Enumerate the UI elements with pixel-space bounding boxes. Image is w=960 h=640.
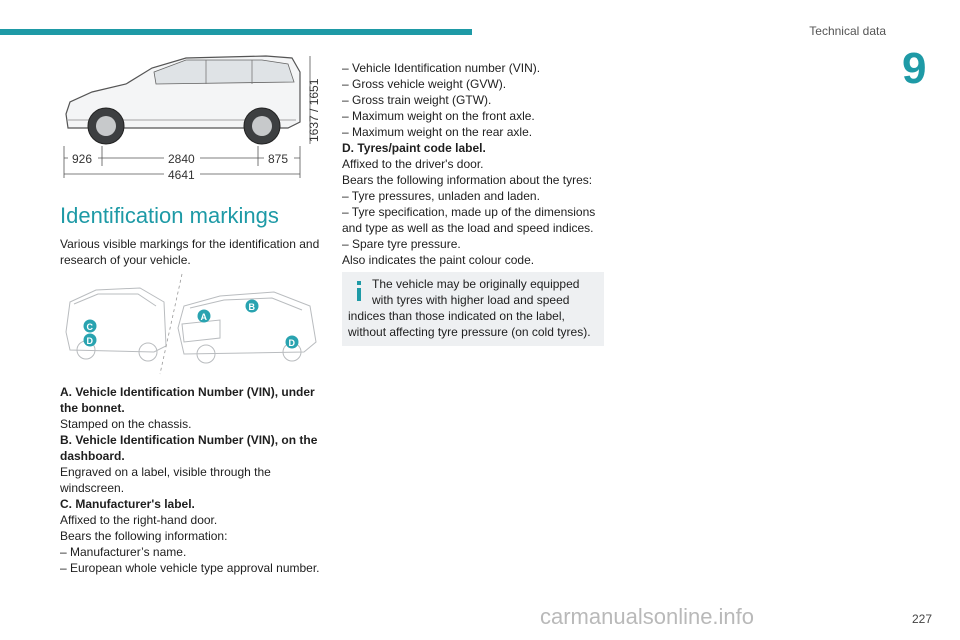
length-dimension: 4641 (168, 168, 195, 182)
rear-overhang-dimension: 875 (268, 152, 289, 166)
front-overhang-dimension: 926 (72, 152, 93, 166)
paragraph: Affixed to the right-hand door. (60, 513, 218, 527)
page-number: 227 (911, 612, 932, 626)
info-icon (352, 280, 366, 302)
svg-text:B: B (248, 302, 255, 312)
paragraph: Affixed to the driver's door. (342, 157, 484, 171)
section-title: Identification markings (60, 203, 279, 228)
vehicle-dimensions-figure (56, 50, 324, 184)
paragraph: Bears the following information about the tyres: (342, 173, 593, 187)
watermark: carmanualsonline.info (540, 604, 755, 629)
identification-markings-figure (60, 272, 320, 376)
paragraph: – Tyre specification, made up of the dimensions and type as well as the load and speed indices. (342, 205, 596, 235)
info-note (342, 272, 604, 346)
paragraph: – Vehicle Identification number (VIN). (342, 61, 541, 75)
car-side-illustration (66, 56, 300, 144)
marker-A (198, 310, 211, 323)
paragraph: – Spare tyre pressure. (342, 237, 461, 251)
paragraph: A. Vehicle Identification Number (VIN), under the bonnet. (60, 385, 315, 415)
paragraph: Bears the following information: (60, 529, 228, 543)
paragraph: D. Tyres/paint code label. (342, 141, 486, 155)
paragraph: – Maximum weight on the rear axle. (342, 125, 533, 139)
right-column-text (342, 60, 604, 268)
svg-text:D: D (288, 338, 295, 348)
chapter-number: 9 (902, 44, 927, 93)
svg-text:C: C (86, 322, 93, 332)
svg-text:A: A (200, 312, 207, 322)
marker-B (246, 300, 259, 313)
header-accent-bar (0, 29, 472, 35)
paragraph: – Manufacturer’s name. (60, 545, 187, 559)
marker-D-front (286, 336, 299, 349)
info-note-line-1: The vehicle may be originally equipped with tyres with higher load and speed (372, 277, 580, 307)
info-note-line-2: indices than those indicated on the label, without affecting tyre pressure (on cold tyres). (348, 309, 591, 339)
wheelbase-dimension: 2840 (168, 152, 195, 166)
marker-D-rear (84, 334, 97, 347)
paragraph: – Maximum weight on the front axle. (342, 109, 535, 123)
svg-text:D: D (86, 336, 93, 346)
left-column-text (60, 384, 328, 576)
paragraph: Engraved on a label, visible through the windscreen. (60, 465, 271, 495)
paragraph: – Gross train weight (GTW). (342, 93, 492, 107)
paragraph: B. Vehicle Identification Number (VIN), on the dashboard. (60, 433, 318, 463)
rear-car-illustration (66, 288, 166, 361)
paragraph: Also indicates the paint colour code. (342, 253, 535, 267)
paragraph: Stamped on the chassis. (60, 417, 192, 431)
paragraph: C. Manufacturer's label. (60, 497, 195, 511)
paragraph: – Gross vehicle weight (GVW). (342, 77, 507, 91)
paragraph: – Tyre pressures, unladen and laden. (342, 189, 540, 203)
section-intro: Various visible markings for the identification and research of your vehicle. (60, 237, 320, 267)
header-title: Technical data (809, 24, 886, 38)
paragraph: – European whole vehicle type approval number. (60, 561, 320, 575)
marker-C (84, 320, 97, 333)
height-dimension: 1637 / 1651 (307, 78, 321, 142)
